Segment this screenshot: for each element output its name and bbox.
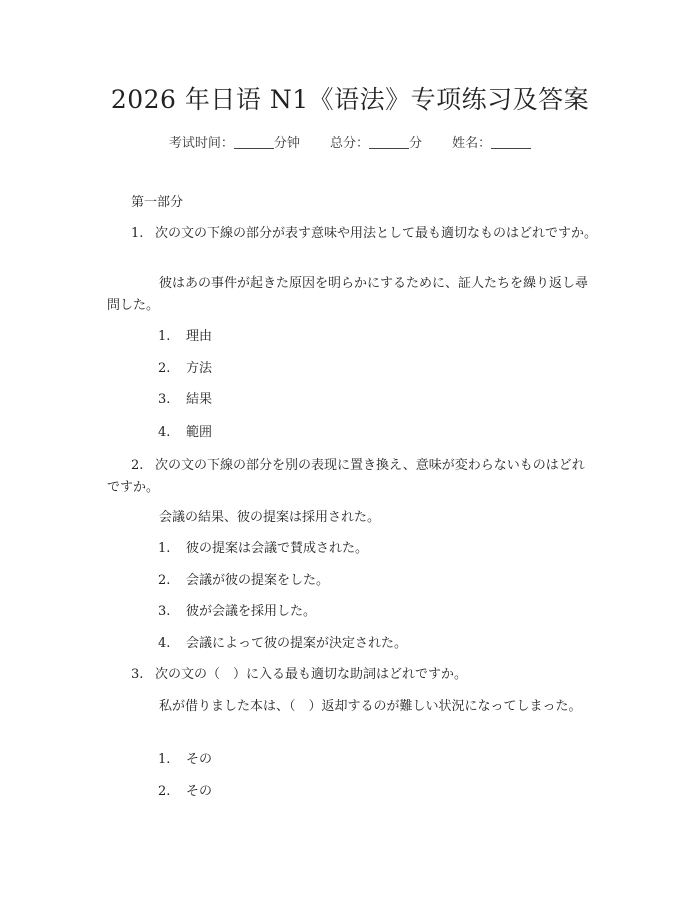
question-2-option-4	[158, 633, 407, 655]
question-text: 次の文の（ ）に入る最も適切な助詞はどれですか。	[155, 667, 468, 682]
question-number: 1.	[131, 226, 144, 241]
question-1	[107, 223, 597, 245]
time-label: 考试时间：	[168, 136, 234, 151]
option-text: 彼が会議を採用した。	[186, 604, 317, 619]
option-number: 4.	[158, 636, 171, 651]
option-number: 1.	[158, 752, 171, 767]
question-3	[107, 664, 597, 686]
score-unit: 分	[409, 136, 423, 151]
question-1-option-4	[158, 422, 212, 444]
option-text: 方法	[186, 361, 213, 376]
question-3-option-1	[158, 749, 212, 771]
question-2-option-1	[158, 538, 368, 560]
option-number: 2.	[158, 573, 171, 588]
option-number: 1.	[158, 329, 171, 344]
question-1-option-1	[158, 326, 212, 348]
section-title: 第一部分	[131, 195, 184, 210]
option-text: 会議が彼の提案をした。	[186, 573, 330, 588]
option-text: その	[186, 784, 213, 799]
question-2-option-3	[158, 601, 316, 623]
question-1-option-3	[158, 389, 212, 411]
score-field	[330, 132, 422, 151]
option-text: 結果	[186, 392, 213, 407]
question-1-option-2	[158, 358, 212, 380]
option-number: 2.	[158, 784, 171, 799]
name-label: 姓名：	[452, 136, 492, 151]
option-number: 3.	[158, 604, 171, 619]
option-text: 会議によって彼の提案が決定された。	[186, 636, 408, 651]
question-number: 2.	[131, 458, 144, 473]
time-blank	[234, 135, 274, 149]
option-text: その	[186, 752, 213, 767]
option-text: 範囲	[186, 425, 213, 440]
question-1-sentence: 彼はあの事件が起きた原因を明らかにするために、証人たちを繰り返し尋問した。	[107, 276, 589, 313]
exam-meta	[0, 132, 700, 151]
option-number: 4.	[158, 425, 171, 440]
question-text: 次の文の下線の部分が表す意味や用法として最も適切なものはどれですか。	[155, 226, 598, 241]
name-field	[452, 132, 531, 151]
score-blank	[369, 135, 409, 149]
option-text: 理由	[186, 329, 213, 344]
option-number: 1.	[158, 541, 171, 556]
option-number: 2.	[158, 361, 171, 376]
time-field	[169, 132, 300, 151]
question-3-option-2	[158, 781, 212, 803]
question-number: 3.	[131, 667, 144, 682]
name-blank	[491, 135, 531, 149]
time-unit: 分钟	[273, 136, 300, 151]
question-3-sentence: 私が借りました本は、（ ）返却するのが難しい状況になってしまった。	[159, 699, 582, 714]
option-number: 3.	[158, 392, 171, 407]
question-2	[107, 455, 597, 499]
score-label: 总分：	[329, 136, 369, 151]
page-title: 2026 年日语 N1《语法》专项练习及答案	[110, 85, 590, 114]
question-2-option-2	[158, 570, 329, 592]
option-text: 彼の提案は会議で賛成された。	[186, 541, 369, 556]
question-text: 次の文の下線の部分を別の表现に置き換え、意味が変わらないものはどれですか。	[107, 458, 585, 495]
question-2-sentence: 会議の結果、彼の提案は採用された。	[159, 510, 381, 525]
